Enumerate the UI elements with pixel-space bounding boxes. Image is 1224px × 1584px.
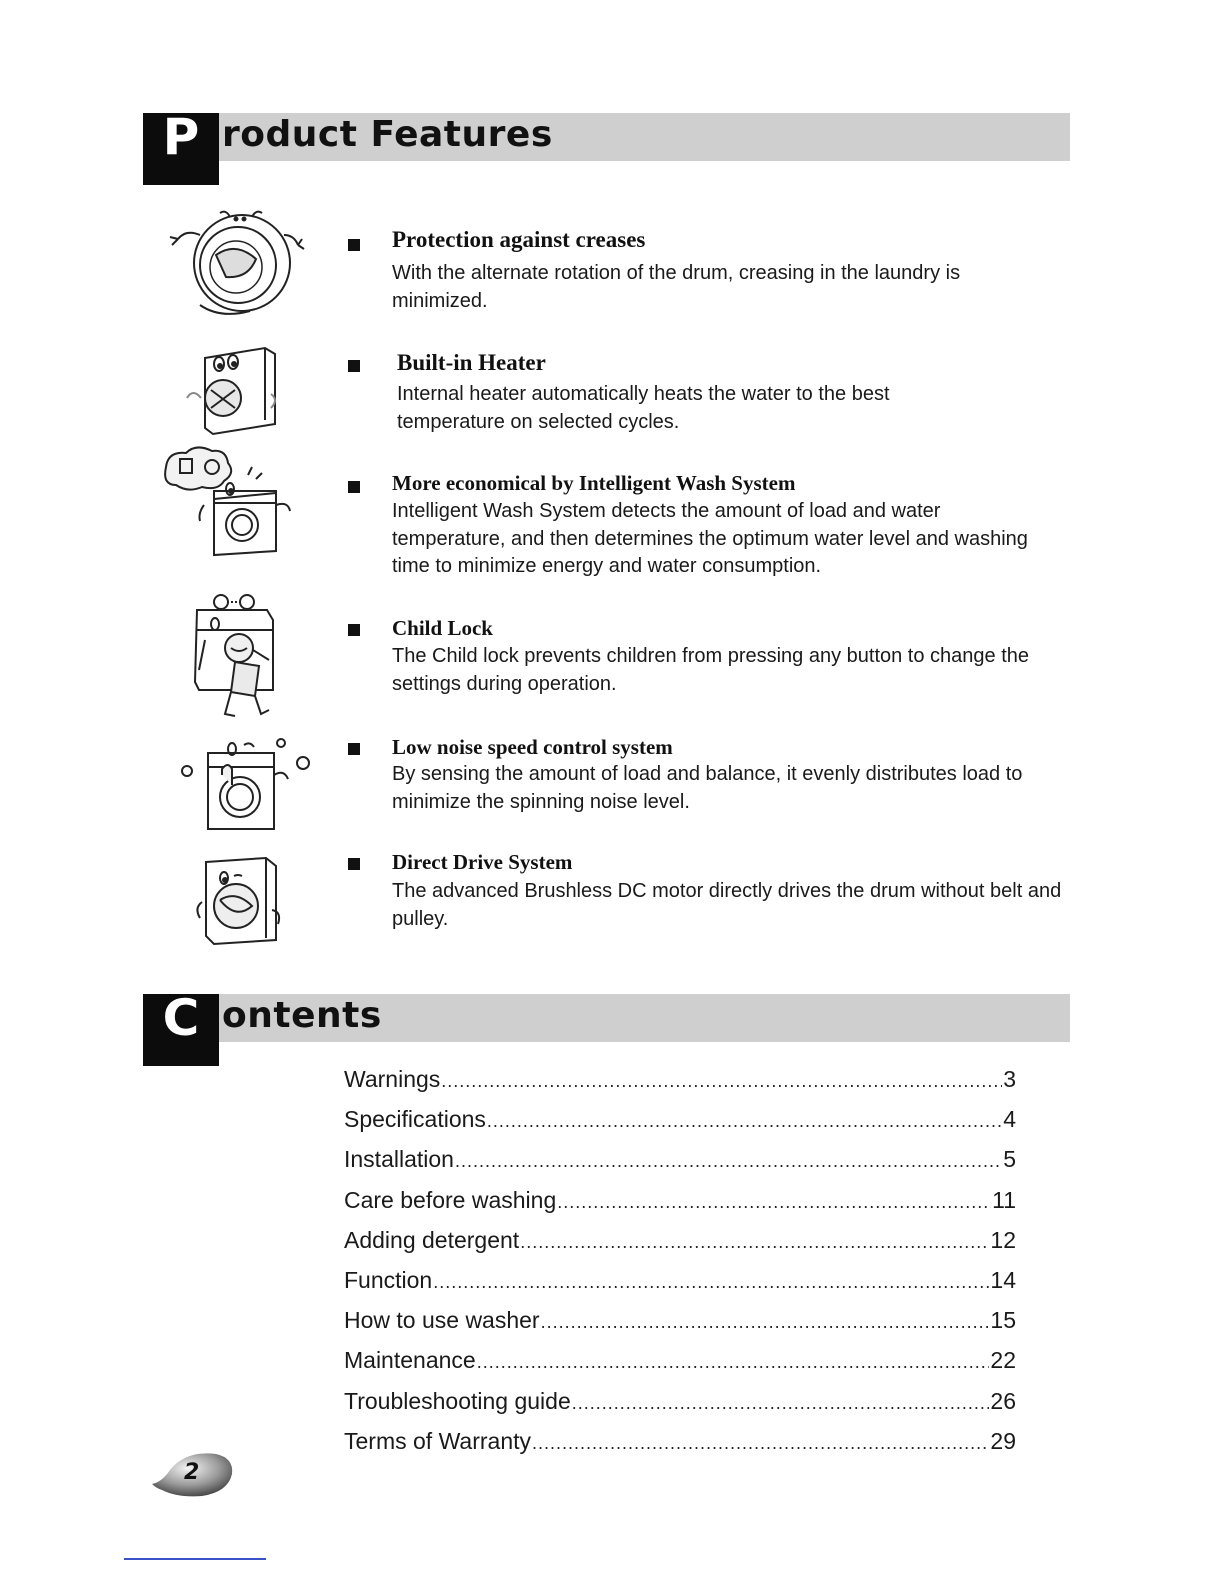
toc-label: Installation (344, 1146, 454, 1173)
feature-title: Child Lock (392, 616, 493, 640)
toc-leader (433, 1272, 989, 1293)
toc-leader (455, 1151, 1002, 1172)
feature-title: Low noise speed control system (392, 735, 673, 759)
toc-leader (541, 1312, 990, 1333)
toc-entry[interactable] (344, 1307, 1016, 1347)
toc-leader (487, 1111, 1002, 1132)
quiet-washer-icon (172, 735, 322, 835)
feature-description: Intelligent Wash System detects the amount of load and water temperature, and then determines the optimum water level and washing time to minimize energy and water consumption. (392, 500, 1028, 577)
toc-label: Terms of Warranty (344, 1427, 532, 1454)
drum-rotation-icon (160, 205, 310, 325)
toc-entry[interactable] (344, 1187, 1016, 1227)
direct-drive-washer-icon (180, 850, 330, 950)
bullet (348, 743, 360, 755)
toc-leader (557, 1192, 991, 1213)
toc-label: Function (344, 1266, 433, 1293)
feature-description: Internal heater automatically heats the water to the best temperature on selected cycles. (397, 383, 890, 433)
toc-label: Care before washing (344, 1186, 557, 1213)
contents-header (143, 989, 1070, 1066)
toc-entry[interactable] (344, 1347, 1016, 1387)
feature-title: Protection against creases (392, 227, 646, 252)
header-title: roduct Features (222, 114, 553, 155)
bullet (348, 360, 360, 372)
toc-entry[interactable] (344, 1388, 1016, 1428)
toc-page: 12 (990, 1226, 1016, 1253)
heater-washer-icon (175, 340, 325, 460)
toc-entry[interactable] (344, 1267, 1016, 1307)
toc-label: Maintenance (344, 1347, 476, 1374)
toc-leader (532, 1433, 989, 1454)
toc-page: 3 (1003, 1066, 1016, 1092)
toc-label: Troubleshooting guide (344, 1387, 571, 1414)
bullet (348, 624, 360, 636)
header-initial: C (143, 994, 219, 1066)
header-title: ontents (222, 995, 382, 1036)
product-features-header (143, 108, 1070, 185)
toc-label: Warnings (344, 1066, 441, 1092)
toc-page: 29 (990, 1427, 1016, 1454)
feature-description: The advanced Brushless DC motor directly drives the drum without belt and pulley. (392, 880, 1062, 930)
feature-description: By sensing the amount of load and balance, it evenly distributes load to minimize the spinning noise level. (392, 763, 1023, 813)
feature-title: More economical by Intelligent Wash System (392, 471, 796, 495)
toc-leader (572, 1393, 990, 1414)
toc-label: Specifications (344, 1106, 486, 1133)
toc-leader (441, 1071, 1002, 1092)
feature-description: The Child lock prevents children from pressing any button to change the settings during operation. (392, 645, 1030, 695)
child-lock-washer-icon (175, 590, 325, 730)
table-of-contents (344, 1066, 1016, 1468)
toc-label: How to use washer (344, 1307, 540, 1334)
page-number-badge (150, 1450, 236, 1500)
toc-entry[interactable] (344, 1106, 1016, 1146)
toc-page: 11 (992, 1186, 1016, 1213)
feature-description: With the alternate rotation of the drum, creasing in the laundry is minimized. (392, 262, 961, 312)
feature-title: Built-in Heater (397, 350, 546, 375)
header-initial: P (143, 113, 219, 185)
toc-page: 26 (990, 1387, 1016, 1414)
bullet (348, 481, 360, 493)
bullet (348, 858, 360, 870)
toc-label: Adding detergent (344, 1226, 520, 1253)
toc-page: 15 (990, 1307, 1016, 1334)
toc-leader (520, 1232, 989, 1253)
toc-page: 14 (990, 1266, 1016, 1293)
toc-entry[interactable] (344, 1066, 1016, 1106)
toc-page: 22 (990, 1347, 1016, 1374)
bullet (348, 239, 360, 251)
toc-page: 5 (1003, 1146, 1016, 1173)
feature-title: Direct Drive System (392, 850, 573, 874)
page-number: 2 (184, 1460, 200, 1485)
toc-entry[interactable] (344, 1227, 1016, 1267)
thinking-washer-icon (158, 445, 308, 565)
footer-rule (124, 1558, 266, 1560)
toc-entry[interactable] (344, 1428, 1016, 1468)
toc-entry[interactable] (344, 1146, 1016, 1186)
toc-leader (477, 1352, 990, 1373)
toc-page: 4 (1003, 1106, 1016, 1133)
